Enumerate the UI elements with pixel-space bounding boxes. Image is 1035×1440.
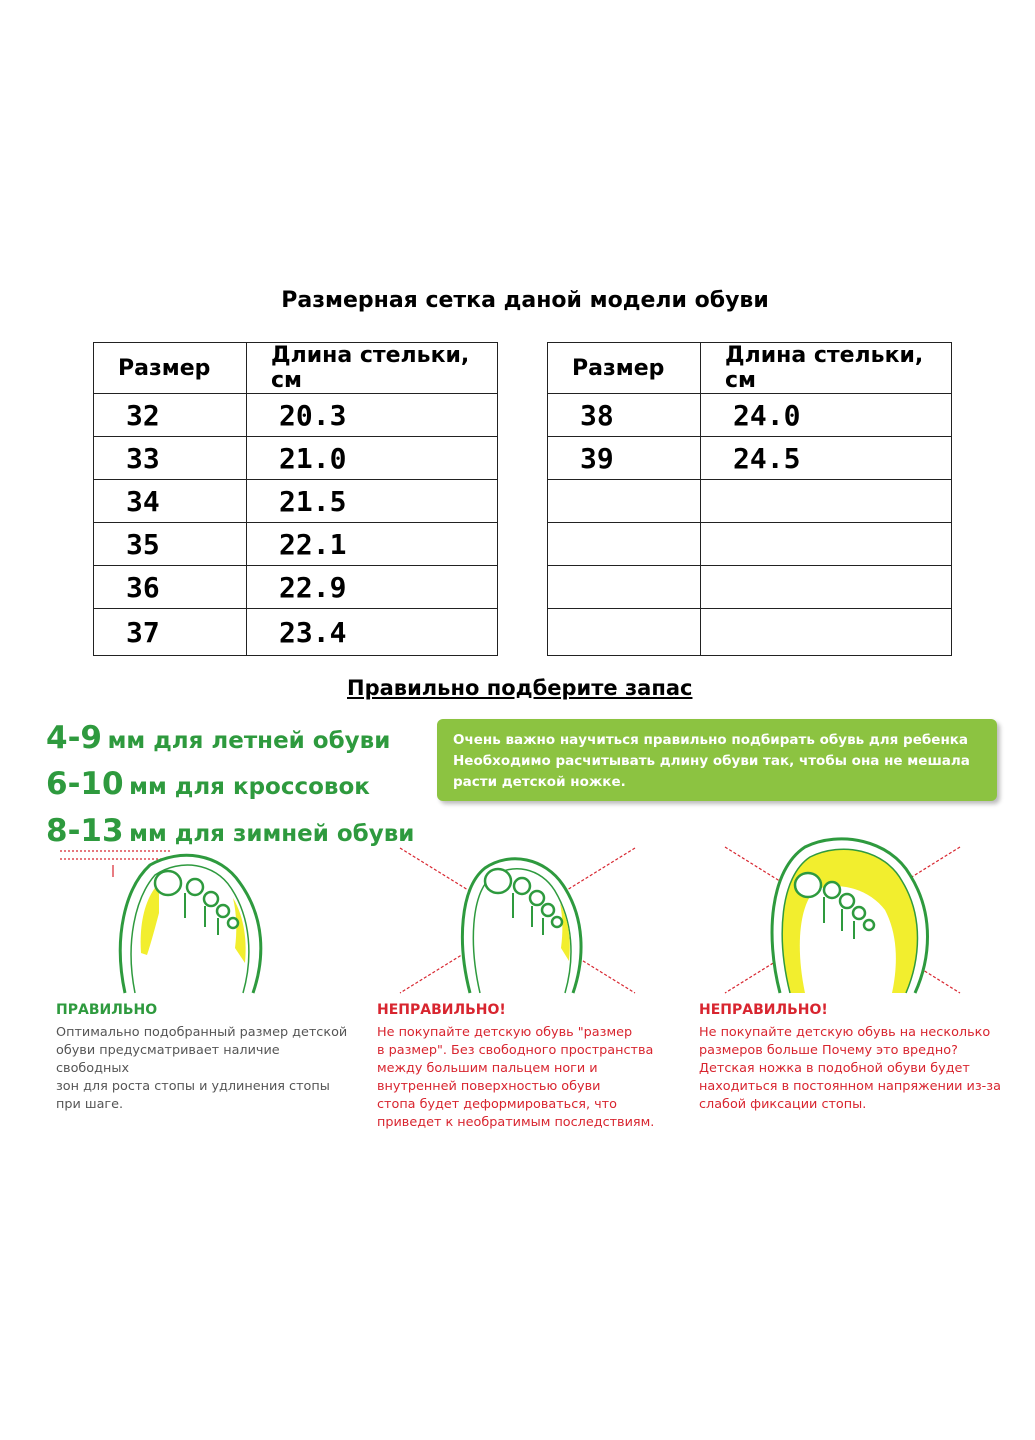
tip-line: Очень важно научиться правильно подбирать обувь для ребенка bbox=[453, 732, 969, 748]
margin-text: мм для летней обуви bbox=[107, 728, 391, 754]
foot-too-small-icon bbox=[395, 843, 640, 1001]
length-cell bbox=[701, 609, 952, 656]
size-cell: 32 bbox=[94, 394, 247, 437]
panel-line: размеров больше Почему это вредно? bbox=[699, 1043, 958, 1058]
panel-line: в размер". Без свободного пространства bbox=[377, 1043, 654, 1058]
size-cell: 36 bbox=[94, 566, 247, 609]
size-cell bbox=[548, 480, 701, 523]
panel-too-small-label: НЕПРАВИЛЬНО! bbox=[377, 1002, 506, 1018]
panel-too-large-text bbox=[699, 1024, 1009, 1114]
length-cell: 21.5 bbox=[247, 480, 498, 523]
header-size: Размер bbox=[94, 343, 247, 394]
table-row bbox=[94, 480, 498, 523]
table-row bbox=[548, 394, 952, 437]
panel-line: слабой фиксации стопы. bbox=[699, 1097, 867, 1112]
margin-text: мм для кроссовок bbox=[129, 774, 370, 800]
panel-correct-text bbox=[56, 1024, 356, 1114]
table-row bbox=[94, 609, 498, 656]
size-cell bbox=[548, 609, 701, 656]
panel-line: Оптимально подобранный размер детской bbox=[56, 1025, 348, 1040]
margin-text: мм для зимней обуви bbox=[129, 821, 415, 847]
size-cell: 37 bbox=[94, 609, 247, 656]
size-cell: 39 bbox=[548, 437, 701, 480]
panel-line: Не покупайте детскую обувь "размер bbox=[377, 1025, 633, 1040]
size-cell bbox=[548, 523, 701, 566]
table-row bbox=[548, 523, 952, 566]
margin-sneakers bbox=[46, 766, 370, 802]
size-cell: 34 bbox=[94, 480, 247, 523]
length-cell: 23.4 bbox=[247, 609, 498, 656]
size-table-left bbox=[93, 342, 498, 656]
table-row bbox=[548, 437, 952, 480]
margin-summer bbox=[46, 720, 390, 756]
panel-line: обуви предусматривает наличие свободных bbox=[56, 1043, 280, 1076]
size-cell bbox=[548, 566, 701, 609]
tip-line: расти детской ножке. bbox=[453, 774, 626, 790]
length-cell: 20.3 bbox=[247, 394, 498, 437]
panel-line: приведет к необратимым последствиям. bbox=[377, 1115, 655, 1130]
panel-line: находиться в постоянном напряжении из-за bbox=[699, 1079, 1001, 1094]
table-row bbox=[94, 523, 498, 566]
length-cell: 21.0 bbox=[247, 437, 498, 480]
length-cell bbox=[701, 566, 952, 609]
header-insole-length: Длина стельки, см bbox=[247, 343, 498, 394]
panel-too-small-text bbox=[377, 1024, 677, 1132]
tip-line: Необходимо расчитывать длину обуви так, чтобы она не мешала bbox=[453, 753, 970, 769]
table-header-row bbox=[548, 343, 952, 394]
margin-range: 8-13 bbox=[46, 813, 124, 849]
margin-range: 4-9 bbox=[46, 720, 103, 756]
size-cell: 35 bbox=[94, 523, 247, 566]
length-cell: 22.1 bbox=[247, 523, 498, 566]
table-header-row bbox=[94, 343, 498, 394]
tip-box bbox=[437, 719, 997, 801]
panel-line: стопа будет деформироваться, что bbox=[377, 1097, 617, 1112]
table-row bbox=[548, 609, 952, 656]
foot-correct-icon bbox=[55, 843, 285, 1001]
panel-line: Не покупайте детскую обувь на несколько bbox=[699, 1025, 991, 1040]
panel-line: при шаге. bbox=[56, 1097, 124, 1112]
panel-line: внутренней поверхностью обуви bbox=[377, 1079, 601, 1094]
size-cell: 38 bbox=[548, 394, 701, 437]
section-subtitle: Правильно подберите запас bbox=[347, 676, 693, 700]
panel-correct-label: ПРАВИЛЬНО bbox=[56, 1002, 158, 1018]
panel-line: Детская ножка в подобной обуви будет bbox=[699, 1061, 970, 1076]
length-cell bbox=[701, 480, 952, 523]
header-insole-length: Длина стельки, см bbox=[701, 343, 952, 394]
length-cell: 24.5 bbox=[701, 437, 952, 480]
panel-line: между большим пальцем ноги и bbox=[377, 1061, 598, 1076]
page-title: Размерная сетка даной модели обуви bbox=[281, 288, 769, 313]
panel-too-large-label: НЕПРАВИЛЬНО! bbox=[699, 1002, 828, 1018]
table-row bbox=[94, 437, 498, 480]
panel-line: зон для роста стопы и удлинения стопы bbox=[56, 1079, 330, 1094]
length-cell bbox=[701, 523, 952, 566]
length-cell: 22.9 bbox=[247, 566, 498, 609]
margin-range: 6-10 bbox=[46, 766, 124, 802]
table-row bbox=[94, 394, 498, 437]
length-cell: 24.0 bbox=[701, 394, 952, 437]
table-row bbox=[548, 480, 952, 523]
size-cell: 33 bbox=[94, 437, 247, 480]
size-table-right bbox=[547, 342, 952, 656]
table-row bbox=[94, 566, 498, 609]
table-row bbox=[548, 566, 952, 609]
foot-too-large-icon bbox=[720, 835, 965, 1000]
header-size: Размер bbox=[548, 343, 701, 394]
